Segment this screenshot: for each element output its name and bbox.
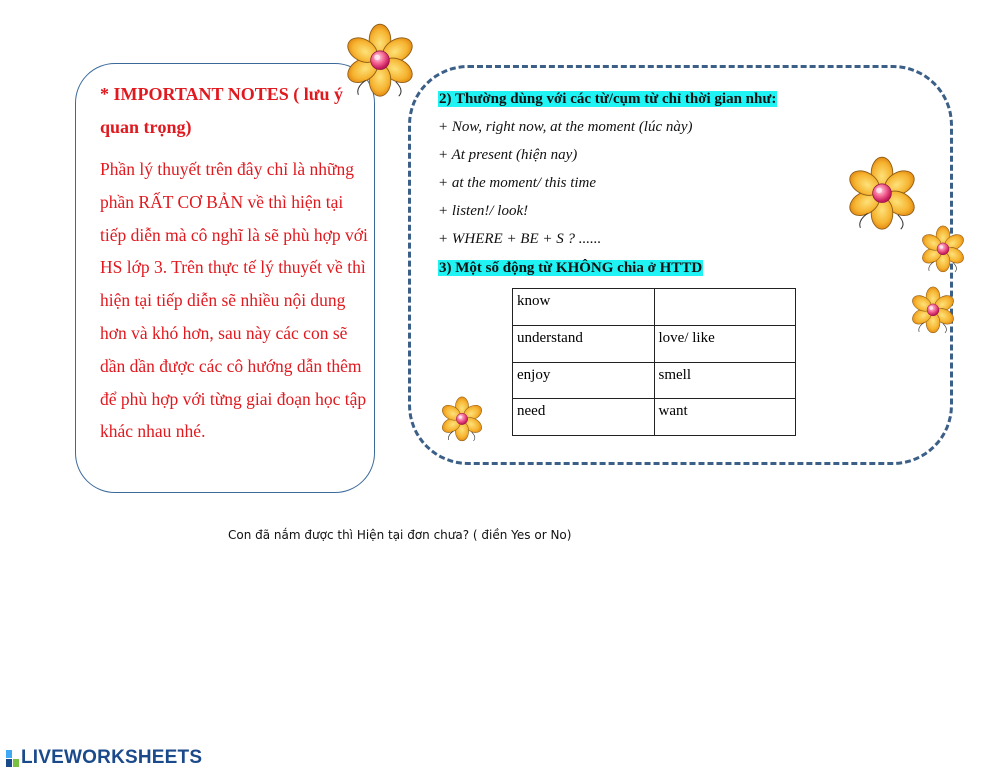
table-cell: know	[513, 289, 655, 326]
logo-mark-icon	[6, 748, 20, 768]
flower-icon	[910, 284, 956, 338]
time-expression-1: + Now, right now, at the moment (lúc này)	[438, 119, 693, 135]
table-row	[513, 362, 796, 399]
time-expression-2: + At present (hiện nay)	[438, 147, 578, 163]
table-cell: love/ like	[654, 325, 796, 362]
table-cell: need	[513, 399, 655, 436]
table-cell: want	[654, 399, 796, 436]
table-cell	[654, 289, 796, 326]
question-text: Con đã nắm được thì Hiện tại đơn chưa? ( điền Yes or No)	[228, 528, 572, 542]
liveworksheets-logo	[6, 746, 202, 770]
section2-heading-text: 2) Thường dùng với các từ/cụm từ chỉ thời gian như:	[439, 91, 777, 107]
logo-text: LIVEWORKSHEETS	[21, 747, 203, 768]
section3-heading	[438, 260, 703, 277]
stative-verbs-table	[512, 288, 796, 436]
flower-icon	[920, 222, 966, 278]
section2-heading	[438, 91, 777, 108]
time-expression-5: + WHERE + BE + S ? ......	[438, 231, 602, 247]
table-row	[513, 289, 796, 326]
table-cell: smell	[654, 362, 796, 399]
flower-icon	[344, 20, 416, 104]
time-expression-4: + listen!/ look!	[438, 203, 529, 219]
notes-title: * IMPORTANT NOTES ( lưu ý quan trọng)	[100, 84, 344, 137]
flower-icon	[440, 394, 484, 446]
table-cell: understand	[513, 325, 655, 362]
table-row	[513, 399, 796, 436]
flower-icon	[846, 150, 918, 240]
section3-heading-text: 3) Một số động từ KHÔNG chia ở HTTD	[439, 260, 703, 276]
time-expression-3: + at the moment/ this time	[438, 175, 597, 191]
table-cell: enjoy	[513, 362, 655, 399]
notes-body: Phần lý thuyết trên đây chỉ là những phần RẤT CƠ BẢN về thì hiện tại tiếp diễn mà cô nghĩ là sẽ phù hợp với HS lớp 3. Trên thực tế lý thuyết về thì hiện tại tiếp diễn sẽ nhiều nội dung hơn và khó hơn, sau này các con sẽ dần dần được các cô hướng dẫn thêm để phù hợp với từng giai đoạn học tập khác nhau nhé.	[100, 159, 368, 442]
table-row	[513, 325, 796, 362]
